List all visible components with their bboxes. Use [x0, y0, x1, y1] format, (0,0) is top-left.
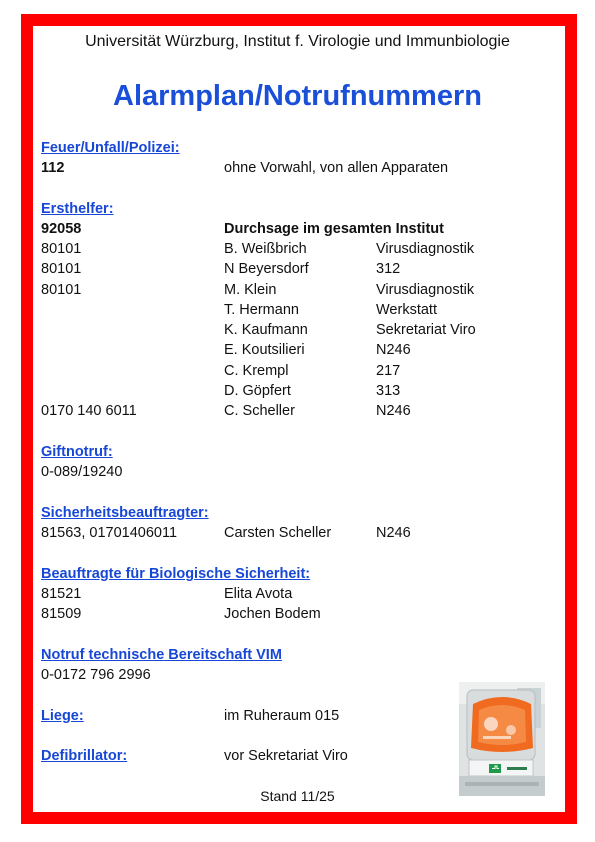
ersthelfer-name: Durchsage im gesamten Institut	[224, 221, 444, 237]
emergency-number: 112	[41, 160, 65, 176]
institution-header: Universität Würzburg, Institut f. Virologie und Immunbiologie	[85, 33, 510, 50]
stand-date: Stand 11/25	[260, 788, 335, 804]
ersthelfer-name: B. Weißbrich	[224, 241, 307, 257]
ersthelfer-number: 92058	[41, 221, 82, 237]
defibrillator-image	[459, 682, 545, 796]
page-title: Alarmplan/Notrufnummern	[113, 80, 482, 112]
sicherheit-name: Carsten Scheller	[224, 525, 332, 541]
section-heading-feuer: Feuer/Unfall/Polizei:	[41, 140, 180, 156]
ersthelfer-location: N246	[376, 342, 411, 358]
ersthelfer-location: 312	[376, 261, 401, 277]
ersthelfer-name: T. Hermann	[224, 302, 299, 318]
section-heading-bio-sicherheit: Beauftragte für Biologische Sicherheit:	[41, 566, 311, 582]
ersthelfer-name: K. Kaufmann	[224, 322, 308, 338]
bio-name: Elita Avota	[224, 586, 293, 602]
ersthelfer-location: N246	[376, 403, 411, 419]
ersthelfer-name: C. Krempl	[224, 363, 289, 379]
ersthelfer-number: 80101	[41, 282, 82, 298]
section-heading-technik: Notruf technische Bereitschaft VIM	[41, 647, 282, 663]
section-heading-liege: Liege:	[41, 708, 84, 724]
bio-number: 81509	[41, 606, 82, 622]
ersthelfer-name: C. Scheller	[224, 403, 295, 419]
ersthelfer-name: N Beyersdorf	[224, 261, 309, 277]
giftnotruf-number: 0-089/19240	[41, 464, 123, 480]
ersthelfer-number: 80101	[41, 241, 82, 257]
sicherheit-location: N246	[376, 525, 411, 541]
ersthelfer-number: 0170 140 6011	[41, 403, 137, 419]
ersthelfer-location: 217	[376, 363, 401, 379]
ersthelfer-location: 313	[376, 383, 401, 399]
section-heading-sicherheitsbeauftragter: Sicherheitsbeauftragter:	[41, 505, 209, 521]
bio-number: 81521	[41, 586, 82, 602]
ersthelfer-location: Virusdiagnostik	[376, 241, 475, 257]
section-heading-giftnotruf: Giftnotruf:	[41, 444, 113, 460]
section-heading-defibrillator: Defibrillator:	[41, 748, 128, 764]
ersthelfer-location: Sekretariat Viro	[376, 322, 476, 338]
ersthelfer-name: D. Göpfert	[224, 383, 291, 399]
liege-location: im Ruheraum 015	[224, 708, 340, 724]
defibrillator-photo	[459, 682, 545, 796]
ersthelfer-number: 80101	[41, 261, 82, 277]
sicherheit-number: 81563, 01701406011	[41, 525, 178, 541]
defibrillator-location: vor Sekretariat Viro	[224, 748, 348, 764]
section-heading-ersthelfer: Ersthelfer:	[41, 201, 114, 217]
technik-number: 0-0172 796 2996	[41, 667, 151, 683]
ersthelfer-name: E. Koutsilieri	[224, 342, 305, 358]
ersthelfer-name: M. Klein	[224, 282, 277, 298]
emergency-note: ohne Vorwahl, von allen Apparaten	[224, 160, 449, 176]
ersthelfer-location: Werkstatt	[376, 302, 437, 318]
bio-name: Jochen Bodem	[224, 606, 321, 622]
ersthelfer-location: Virusdiagnostik	[376, 282, 475, 298]
